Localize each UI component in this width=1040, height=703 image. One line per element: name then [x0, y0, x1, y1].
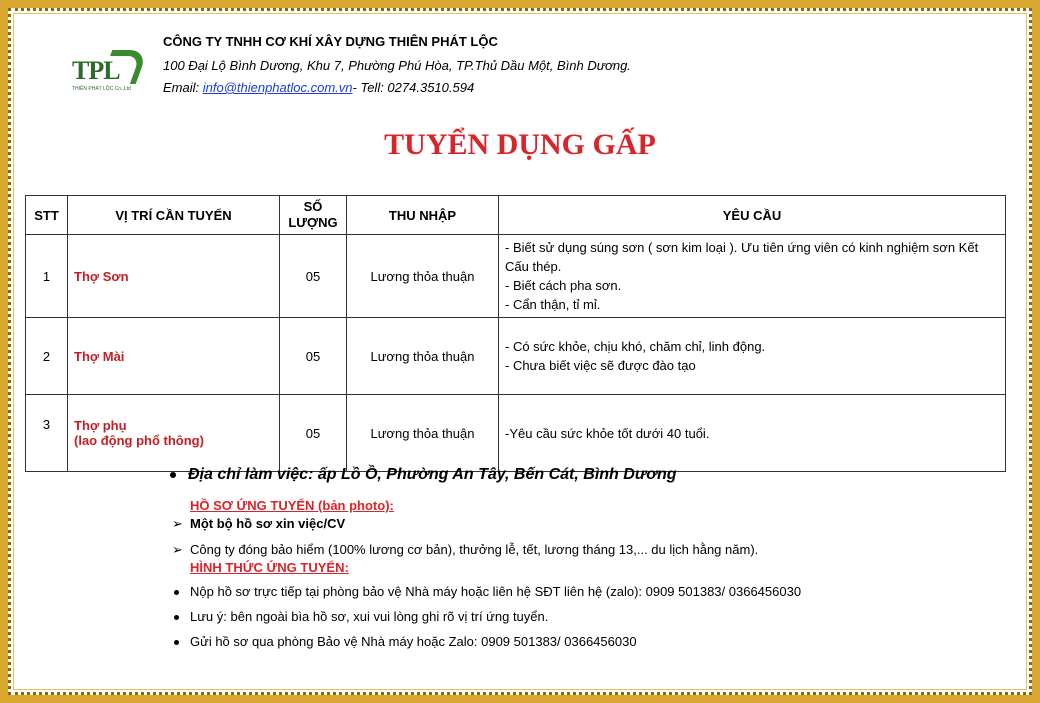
row-quantity: 05	[280, 318, 347, 395]
page-title: TUYỂN DỤNG GẤP	[384, 128, 656, 161]
list-item: Gửi hồ sơ qua phòng Bảo vệ Nhà máy hoặc Zalo: 0909 501383/ 0366456030	[172, 634, 637, 649]
email-link[interactable]: info@thienphatloc.com.vn	[202, 80, 353, 95]
list-item: Lưu ý: bên ngoài bìa hồ sơ, xui vui lòng ghi rõ vị trí ứng tuyển.	[172, 609, 548, 624]
company-contact	[163, 80, 474, 95]
row-requirements	[499, 395, 1006, 472]
row-quantity: 05	[280, 395, 347, 472]
row-position	[68, 395, 280, 472]
requirement-line: - Biết cách pha sơn.	[505, 278, 622, 293]
table-row	[26, 235, 1006, 318]
header-quantity: SỐ LƯỢNG	[280, 196, 347, 235]
row-position: Thợ Sơn	[68, 235, 280, 318]
row-stt: 2	[26, 318, 68, 395]
bullet-icon	[174, 615, 179, 620]
bullet-icon	[170, 472, 176, 478]
company-name: CÔNG TY TNHH CƠ KHÍ XÂY DỰNG THIÊN PHÁT LỘC	[163, 34, 498, 49]
position-name: Thợ phụ	[74, 418, 127, 433]
work-address: Địa chỉ làm việc: ấp Lồ Ồ, Phường An Tây, Bến Cát, Bình Dương	[170, 466, 677, 484]
email-label: Email:	[163, 80, 203, 95]
row-salary: Lương thỏa thuận	[347, 318, 499, 395]
row-salary: Lương thỏa thuận	[347, 395, 499, 472]
requirement-line: - Cẩn thận, tỉ mỉ.	[505, 297, 601, 312]
row-position: Thợ Mài	[68, 318, 280, 395]
company-address: 100 Đại Lộ Bình Dương, Khu 7, Phường Phú Hòa, TP.Thủ Dầu Một, Bình Dương.	[163, 58, 631, 73]
list-item: Nộp hồ sơ trực tiếp tại phòng bảo vệ Nhà máy hoặc liên hệ SĐT liên hệ (zalo): 0909 501383/ 0366456030	[172, 584, 801, 599]
requirement-line: - Chưa biết việc sẽ được đào tạo	[505, 358, 696, 373]
requirement-line: - Biết sử dụng súng sơn ( sơn kim loại ). Ưu tiên ứng viên có kinh nghiệm sơn Kết Cấu thép.	[505, 240, 979, 274]
header-requirements: YÊU CẦU	[499, 196, 1006, 235]
logo-text: TPL	[72, 56, 120, 85]
header-stt: STT	[26, 196, 68, 235]
arrow-bullet-icon: ➢	[172, 516, 183, 531]
table-row	[26, 395, 1006, 472]
row-quantity: 05	[280, 235, 347, 318]
table-row	[26, 318, 1006, 395]
bullet-icon	[174, 590, 179, 595]
list-item: ➢ Một bộ hồ sơ xin việc/CV	[172, 516, 346, 531]
requirement-line: -Yêu cầu sức khỏe tốt dưới 40 tuổi.	[505, 425, 710, 441]
row-requirements	[499, 235, 1006, 318]
tel-text: - Tell: 0274.3510.594	[352, 80, 475, 95]
bullet-icon	[174, 640, 179, 645]
jobs-table	[25, 195, 1006, 472]
row-stt: 1	[26, 235, 68, 318]
arrow-bullet-icon: ➢	[172, 542, 183, 557]
method-title: HÌNH THỨC ỨNG TUYỂN:	[190, 560, 349, 575]
requirement-line: - Có sức khỏe, chịu khó, chăm chỉ, linh động.	[505, 339, 766, 354]
table-header-row	[26, 196, 1006, 235]
list-item: ➢ Công ty đóng bảo hiểm (100% lương cơ bản), thưởng lễ, tết, lương tháng 13,... du lịch hằng năm).	[172, 542, 759, 557]
application-title: HỒ SƠ ỨNG TUYỂN (bản photo):	[190, 498, 394, 513]
position-note: (lao động phổ thông)	[74, 433, 204, 448]
header-position: VỊ TRÍ CẦN TUYỂN	[68, 196, 280, 235]
header-salary: THU NHẬP	[347, 196, 499, 235]
row-salary: Lương thỏa thuận	[347, 235, 499, 318]
company-logo	[68, 48, 142, 100]
row-stt: 3	[26, 395, 68, 472]
row-requirements	[499, 318, 1006, 395]
logo-subtitle: THIÊN PHÁT LỘC Co.,Ltd	[72, 86, 131, 92]
